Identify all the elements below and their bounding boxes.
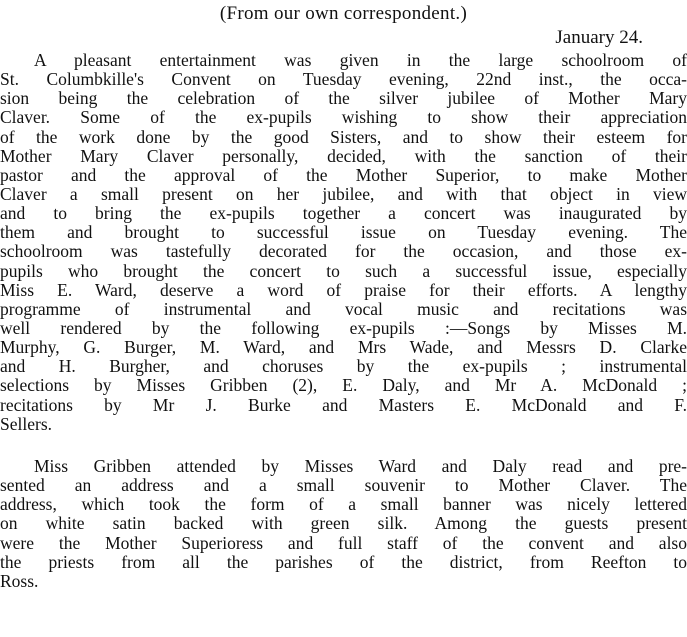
paragraph-1 xyxy=(0,51,687,434)
text-line: on white satin backed with green silk. Among the guests present xyxy=(0,514,687,534)
text-line: and H. Burgher, and choruses by the ex-pupils ; instrumental xyxy=(0,357,687,377)
text-line: pastor and the approval of the Mother Superior, to make Mother xyxy=(0,165,687,185)
text-line: sented an address and a small souvenir to Mother Claver. The xyxy=(0,476,687,496)
text-line: of the work done by the good Sisters, and to show their esteem for xyxy=(0,127,687,147)
text-line: them and brought to successful issue on Tuesday evening. The xyxy=(0,223,687,243)
text-line: Claver a small present on her jubilee, and with that object in view xyxy=(0,184,687,204)
text-line: Miss E. Ward, deserve a word of praise for their efforts. A lengthy xyxy=(0,280,687,300)
text-line: address, which took the form of a small banner was nicely lettered xyxy=(0,495,687,515)
text-line: Mother Mary Claver personally, decided, with the sanction of their xyxy=(0,146,687,166)
text-line: Claver. Some of the ex-pupils wishing to show their appreciation xyxy=(0,108,687,128)
text-line: the priests from all the parishes of the district, from Reefton to xyxy=(0,552,687,572)
text-line: pupils who brought the concert to such a successful issue, especially xyxy=(0,261,687,281)
text-line: sion being the celebration of the silver jubilee of Mother Mary xyxy=(0,89,687,109)
text-line: Murphy, G. Burger, M. Ward, and Mrs Wade, and Messrs D. Clarke xyxy=(0,338,687,358)
text-line: were the Mother Superioress and full staff of the convent and also xyxy=(0,533,687,553)
text-line: Ross. xyxy=(0,571,39,591)
text-line: well rendered by the following ex-pupils :—Songs by Misses M. xyxy=(0,318,687,338)
dateline: January 24. xyxy=(555,27,643,48)
correspondent-heading: (From our own correspondent.) xyxy=(219,3,468,24)
text-line: A pleasant entertainment was given in the large schoolroom of xyxy=(34,51,687,70)
text-line: programme of instrumental and vocal music and recitations was xyxy=(0,299,687,319)
text-line: and to bring the ex-pupils together a concert was inaugurated by xyxy=(0,204,687,224)
paragraph-2 xyxy=(0,457,687,591)
text-line: recitations by Mr J. Burke and Masters E. McDonald and F. xyxy=(0,395,687,415)
text-line: schoolroom was tastefully decorated for the occasion, and those ex- xyxy=(0,242,687,262)
text-line: Sellers. xyxy=(0,414,53,434)
text-line: Miss Gribben attended by Misses Ward and Daly read and pre- xyxy=(34,457,687,476)
text-line: selections by Misses Gribben (2), E. Daly, and Mr A. McDonald ; xyxy=(0,376,687,396)
text-line: St. Columbkille's Convent on Tuesday evening, 22nd inst., the occa- xyxy=(0,70,687,90)
